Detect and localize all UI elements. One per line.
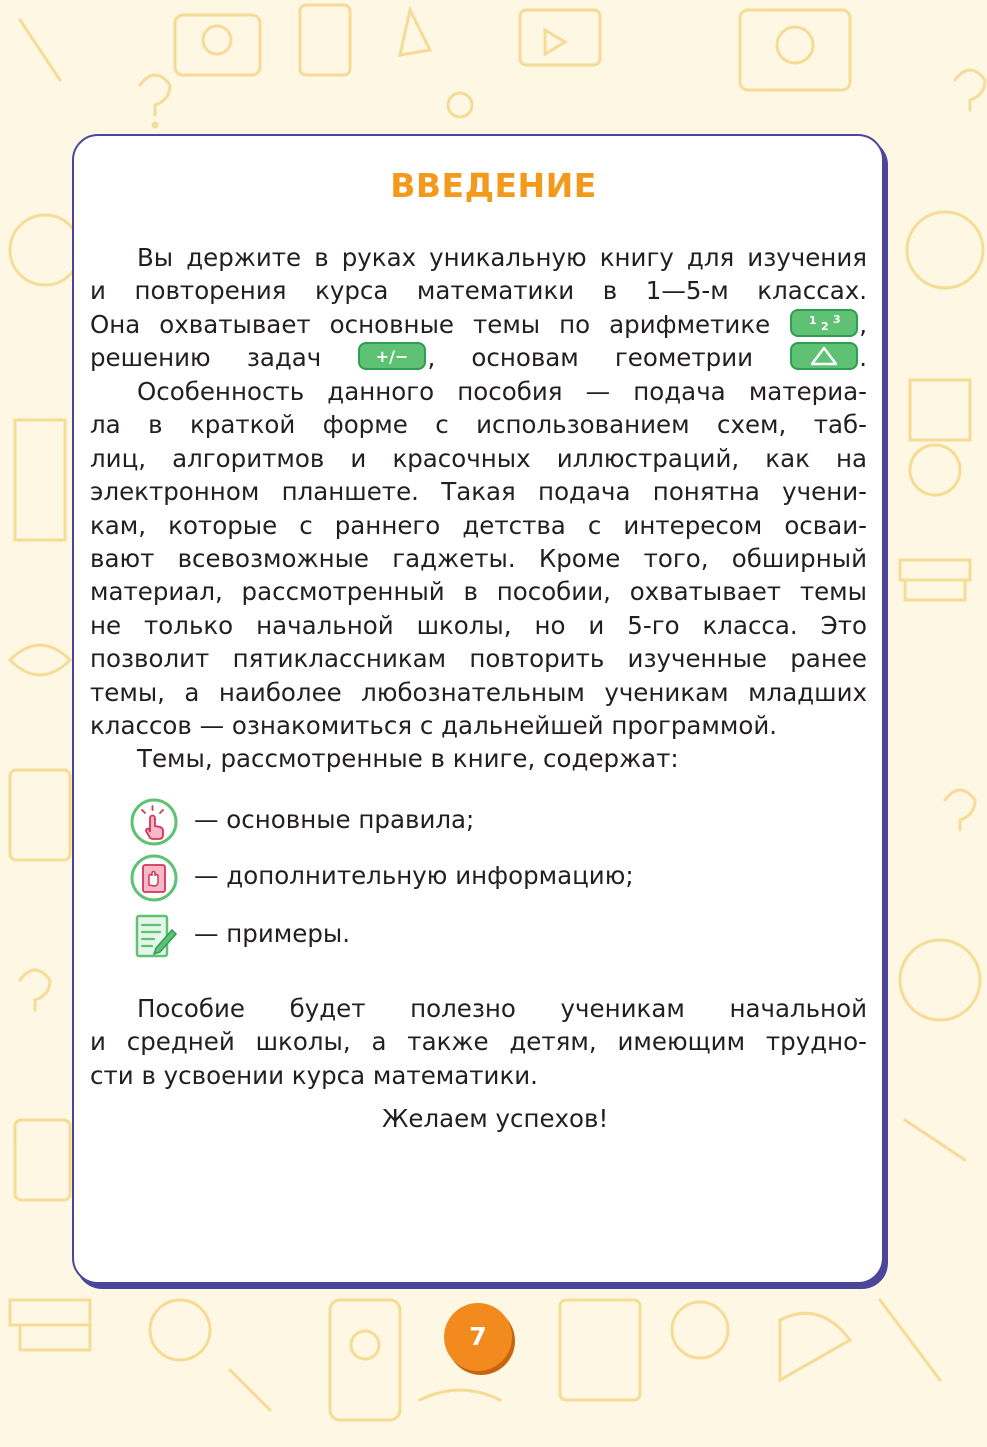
- notepad-pencil-icon: [128, 910, 180, 962]
- tasks-chip: [358, 342, 426, 370]
- text-line: Темы, рассмотренные в книге, содержат:: [137, 744, 679, 773]
- text-line: электронном планшете. Такая подача понятна учени-: [90, 477, 867, 507]
- text-line: [90, 341, 867, 374]
- text-fragment: .: [859, 343, 867, 373]
- text-line: материал, рассмотренный в пособии, охватывает темы: [90, 577, 867, 607]
- page-title: ВВЕДЕНИЕ: [390, 166, 597, 205]
- legend-label: — основные правила;: [194, 805, 475, 834]
- text-line: Пособие будет полезно ученикам начальной: [137, 994, 867, 1023]
- text-line: темы, а наиболее любознательным ученикам младших: [90, 677, 867, 707]
- text-line: [90, 308, 867, 341]
- page-number: 7: [444, 1303, 512, 1371]
- paragraph-features: [90, 375, 867, 742]
- chip-label: +/−: [376, 347, 409, 367]
- hand-book-icon: [128, 852, 180, 904]
- text-line: и средней школы, а также детям, имеющим трудно-: [90, 1027, 867, 1057]
- text-line: не только начальной школы, но и 5-го класса. Это: [90, 610, 867, 640]
- legend-label: — примеры.: [194, 919, 351, 948]
- paragraph-audience: [90, 992, 867, 1092]
- svg-text:1: 1: [809, 313, 817, 327]
- text-line: ла в краткой форме с использованием схем, таб-: [90, 410, 867, 440]
- arithmetic-chip: [790, 309, 858, 337]
- text-line: и повторения курса математики в 1—5-м классах.: [90, 276, 867, 306]
- text-line: лиц, алгоритмов и красочных иллюстраций, как на: [90, 443, 867, 473]
- text-line: кам, которые с раннего детства с интересом осваи-: [90, 510, 867, 540]
- paragraph-topics: [90, 742, 867, 775]
- text-fragment: , основам геометрии: [427, 343, 754, 373]
- signoff-text: Желаем успехов!: [382, 1104, 609, 1133]
- text-fragment: ,: [859, 309, 867, 339]
- svg-text:3: 3: [833, 312, 841, 326]
- svg-text:2: 2: [821, 319, 829, 333]
- text-line: Вы держите в руках уникальную книгу для изучения: [137, 243, 867, 272]
- legend-label: — дополнительную информацию;: [194, 861, 634, 890]
- text-line: вают всевозможные гаджеты. Кроме того, обширный: [90, 544, 867, 574]
- text-line: позволит пятиклассникам повторить изученные ранее: [90, 644, 867, 674]
- text-fragment: Она охватывает основные темы по арифметике: [90, 309, 771, 339]
- triangle-icon: [790, 342, 858, 370]
- pointing-finger-icon: [128, 796, 180, 848]
- text-line: Особенность данного пособия — подача материа-: [137, 377, 867, 406]
- text-line: сти в усвоении курса математики.: [90, 1060, 538, 1090]
- paragraph-intro: [90, 241, 867, 375]
- text-fragment: решению задач: [90, 343, 322, 373]
- text-line: классов — ознакомиться с дальнейшей программой.: [90, 711, 778, 741]
